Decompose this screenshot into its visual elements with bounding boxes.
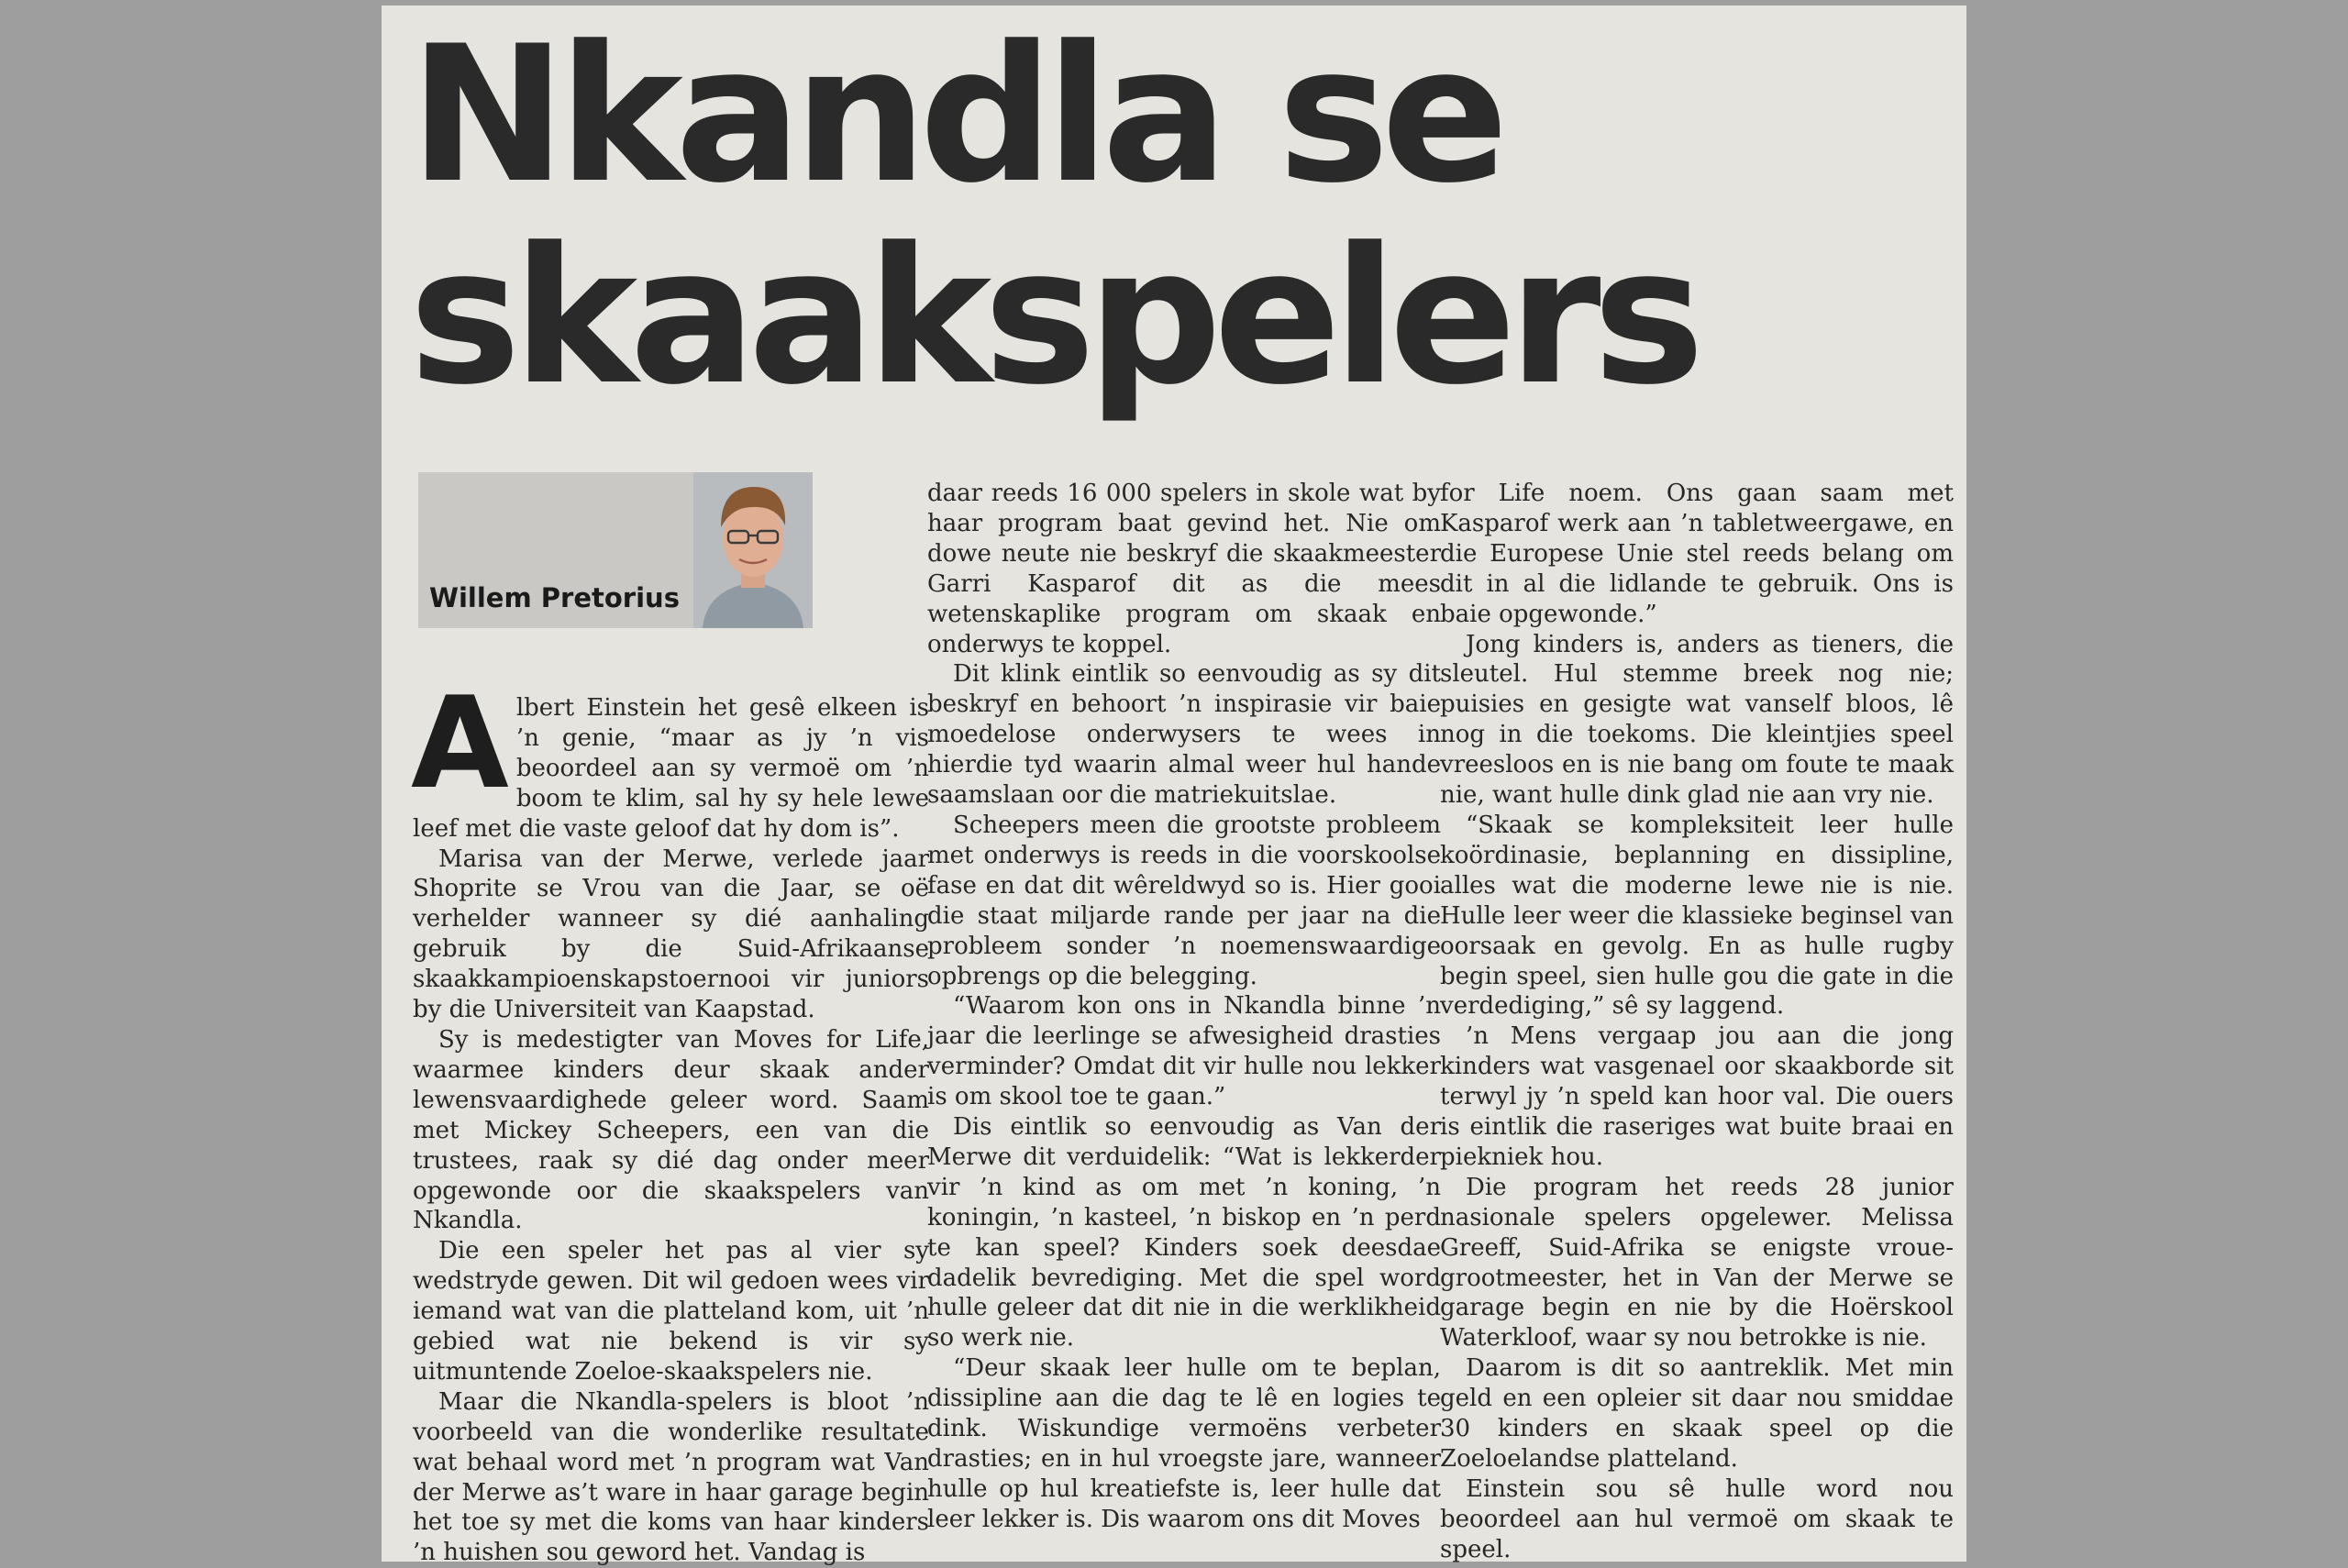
paragraph: Daarom is dit so aantreklik. Met min geld en een opleier sit daar nou smiddae 30 kinders en skaak speel op die Zoeloelandse platteland. (1440, 1354, 1954, 1473)
paragraph: Einstein sou sê hulle word nou beoordeel aan hul vermoë om skaak te speel. (1440, 1474, 1954, 1563)
article-column-1 (411, 669, 929, 1567)
headline (409, 6, 1697, 426)
paragraph: Marisa van der Merwe, verlede jaar Shoprite se Vrou van die Jaar, se oë verhelder wanneer sy dié aanhaling gebruik by die Suid-Afrikaanse skaakkampioenskapstoernooi vir juniors by die Universiteit van Kaapstad. (413, 845, 929, 1024)
paragraph: Dis eintlik so eenvoudig as Van der Merwe dit verduidelik: “Wat is lekkerder vir ’n kind as om met ’n koning, ’n koningin, ’n kasteel, ’n biskop en ’n perd te kan speel? Kinders soek deesdae dadelik bevrediging. Met die spel word hulle geleer dat dit nie in die werklikheid so werk nie. (927, 1113, 1441, 1353)
author-portrait-icon (693, 472, 813, 628)
paragraph: lbert Einstein het gesê elkeen is ’n genie, “maar as jy ’n vis beoordeel aan sy vermoë om ’n boom te klim, sal hy sy hele lewe leef met die vaste geloof dat hy dom is”. (413, 694, 929, 843)
headline-line-1: Nkandla se (409, 6, 1501, 225)
paragraph: “Skaak se kompleksiteit leer hulle koördinasie, beplanning en dissipline, alles wat die moderne lewe nie is nie. Hulle leer weer die klassieke beginsel van oorsaak en gevolg. En as hulle rugby begin speel, sien hulle gou die gate in die verdediging,” sê sy laggend. (1440, 811, 1954, 1021)
paragraph: Die een speler het pas al vier sy wedstryde gewen. Dit wil gedoen wees vir iemand wat van die platteland kom, uit ’n gebied wat nie bekend is vir sy uitmuntende Zoeloe-skaakspelers nie. (413, 1237, 929, 1386)
newspaper-clipping (382, 6, 1966, 1567)
paragraph: ’n Mens vergaap jou aan die jong kinders wat vasgenael oor skaakborde sit terwyl jy ’n speld kan hoor val. Die ouers is eintlik die raseriges wat buite braai en piekniek hou. (1440, 1022, 1954, 1171)
article-column-3 (1440, 479, 1954, 1563)
paragraph: for Life noem. Ons gaan saam met Kasparof werk aan ’n tabletweergawe, en die Europese Unie stel reeds belang om dit in al die lidlande te gebruik. Ons is baie opgewonde.” (1440, 480, 1954, 628)
paragraph: daar reeds 16 000 spelers in skole wat by haar program baat gevind het. Nie om dowe neute nie beskryf die skaakmeester Garri Kasparof dit as die mees wetenskaplike program om skaak en onderwys te koppel. (927, 480, 1441, 658)
headline-line-2: skaakspelers (409, 208, 1697, 426)
paragraph: Jong kinders is, anders as tieners, die sleutel. Hul stemme breek nog nie; puisies en gesigte wat vanself bloos, lê nog in die toekoms. Die kleintjies speel vreesloos en is nie bang om foute te maak nie, want hulle dink glad nie aan vry nie. (1440, 630, 1954, 810)
drop-cap: A (411, 669, 509, 817)
paragraph: Dit klink eintlik so eenvoudig as sy dit beskryf en behoort ’n inspirasie vir baie moedelose onderwysers te wees in hierdie tyd waarin almal weer hul hande saamslaan oor die matriekuitslae. (927, 660, 1441, 810)
paragraph: “Waarom kon ons in Nkandla binne ’n jaar die leerlinge se afwesigheid drasties verminder? Omdat dit vir hulle nou lekker is om skool toe te gaan.” (927, 992, 1441, 1111)
paragraph: “Deur skaak leer hulle om te beplan, dissipline aan die dag te lê en logies te dink. Wiskundige vermoëns verbeter drasties; en in hul vroegste jare, wanneer hulle op hul kreatiefste is, leer hulle dat leer lekker is. Dis waarom ons dit Moves (927, 1354, 1441, 1533)
paragraph: Die program het reeds 28 junior nasionale spelers opgelewer. Melissa Greeff, Suid-Afrika se enigste vroue-grootmeester, het in Van der Merwe se garage begin en nie by die Hoërskool Waterkloof, waar sy nou betrokke is nie. (1440, 1173, 1954, 1353)
article-column-2 (927, 479, 1441, 1542)
byline (418, 472, 813, 628)
byline-author: Willem Pretorius (429, 582, 680, 613)
paragraph: Sy is medestigter van Moves for Life, waarmee kinders deur skaak ander lewensvaardighede geleer word. Saam met Mickey Scheepers, een van die trustees, raak sy dié dag onder meer opgewonde oor die skaakspelers van Nkandla. (413, 1025, 929, 1235)
paragraph: Maar die Nkandla-spelers is bloot ’n voorbeeld van die wonderlike resultate wat behaal word met ’n program wat Van der Merwe as’t ware in haar garage begin het toe sy met die koms van haar kinders ’n huishen sou geword het. Vandag is (413, 1387, 929, 1567)
paragraph: Scheepers meen die grootste probleem met onderwys is reeds in die voorskoolse fase en dat dit wêreldwyd so is. Hier gooi die staat miljarde rande per jaar na die probleem sonder ’n noemenswaardige opbrengs op die belegging. (927, 811, 1441, 990)
